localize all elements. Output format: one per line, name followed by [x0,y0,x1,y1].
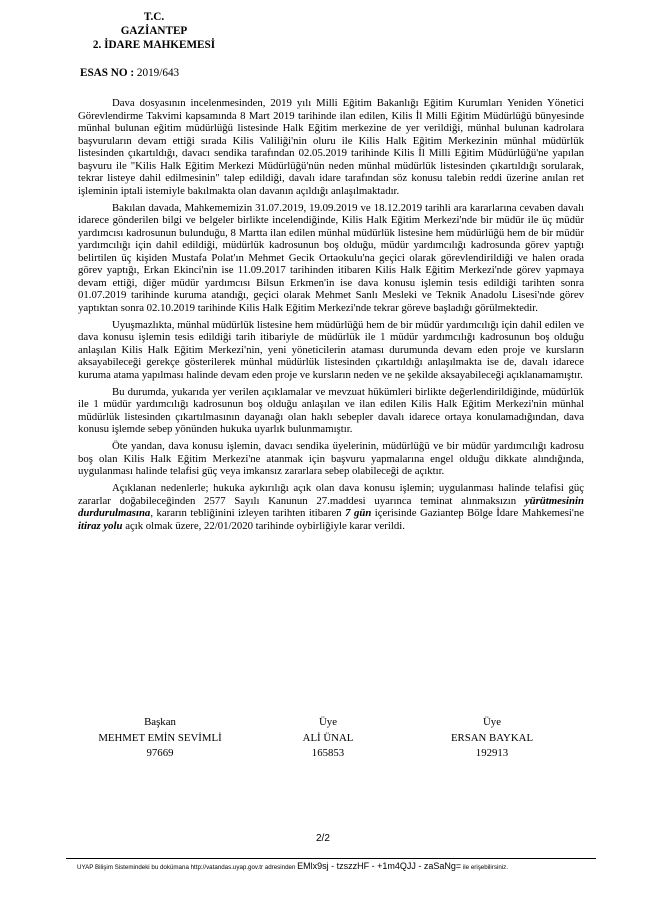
paragraph-text: Açıklanan nedenlerle; hukuka aykırılığı açık olan dava konusu işlemin; uygulanması halinde telafisi güç zararlar doğabileceğinden 2577 Sayılı Kanunun 27.maddesi uyarınca teminat alınmaksızın [78,482,584,507]
paragraph [78,386,584,436]
case-number [80,66,179,80]
signature-role: Üye [483,716,501,728]
court-header [84,10,224,53]
uyap-footer [77,861,597,871]
footer-divider [66,858,596,859]
header-city: GAZİANTEP [120,25,188,38]
paragraph [78,97,584,197]
case-number-label: ESAS NO : [80,67,135,79]
signature-number: 165853 [311,747,345,759]
header-court: 2. İDARE MAHKEMESİ [92,39,216,52]
signature-3 [412,715,572,762]
paragraph-text: Bakılan davada, Mahkememizin 31.07.2019, 19.09.2019 ve 18.12.2019 tarihli ara kararlarına cevaben davalı idarece gönderilen bilgi ve belgeler birlikte incelendiğinde, Kilis Halk Eğitim Merkezi'nde bir müdür ile üç müdür yardımcısı kadrosunun bulunduğu, 8 Martta ilan edilen münhal müdürlük listesine hem müdürlüğü hem de bir müdür yardımcılığı için dahil edildiği, müdürlük kadrosunun boş olduğu, müdür yardımcılığı kadrosunda görev yaptığı belirtilen üç kişiden Mustafa Polat'ın Mehmet Gecik Ortaokulu'na geçici olarak görevlendirildiği ve halen orada görev yaptığı, Erkan Ekinci'nin ise 11.09.2017 tarihinden itibaren Kilis Halk Eğitim Merkezi'nde görev yapmaya devam ettiği, diğer müdür yardımcısı Bilsun Erkmen'in ise dava konusu işlemin tesis edildiği tarihten sonra 01.07.2019 tarihinde kuruma atandığı, geçici olarak Mehmet Sanlı Mesleki ve Teknik Anadolu Lisesi'nde görev yaptıktan sonra 02.10.2019 tarihinde Kilis Halk Eğitim Merkezi'nde tekrar göreve başladığı görülmektedir. [78,201,584,314]
paragraph-text: Bu durumda, yukarıda yer verilen açıklamalar ve mevzuat hükümleri birlikte değerlendirildiğinde, müdürlük ile 1 müdür yardımcılığı kadrosunun boş olduğu anlaşılan ve ilan edilen Kilis Halk Eğitim Merkezi'nin münhal müdürlük listesinden çıkartılmasının dayanağı olan haklı sebepler davalı idarece ortaya konulamadığından, dava konusu işlemde sebep yönünden hukuka uyarlık bulunmamıştır. [78,385,584,435]
paragraph-text: Dava dosyasının incelenmesinden, 2019 yılı Milli Eğitim Bakanlığı Eğitim Kurumları Yeniden Yönetici Görevlendirme Takvimi kapsamında 8 Mart 2019 tarihinde ilan edilen, Kilis İl Milli Eğitim Müdürlüğü bünyesinde münhal bulunan eğitim müdürlüğü listesinde Halk Eğitim merkezine de yer verildiği, münhal bulunan kadrolara başvuruların devam ettiği sırada Kilis Valiliği'nin oluru ile Kilis Halk Eğitim Merkezinin münhal müdürlük listesinden çıkartıldığı, davacı sendika tarafından 02.05.2019 tarihinde Kilis İl Milli Eğitim Müdürlüğü'ne yapılan başvuru ile "Kilis Halk Eğitim Merkezi Müdürlüğü'nün neden münhal müdürlük listesinden çıkartıldığı sorularak, tekrar listeye dahil edilmesinin" talep edildiği, davalı idare tarafından söz konusu talebin reddi üzerine anılan ret işleminin iptali istemiyle bakılmakta olan davanın açıldığı anlaşılmaktadır. [78,97,584,197]
footer-suffix: ile erişebilirsiniz. [462,864,508,871]
case-number-value: 2019/643 [136,67,180,79]
paragraph [78,482,584,532]
signature-1 [80,715,240,762]
paragraph-text: Uyuşmazlıkta, münhal müdürlük listesine hem müdürlüğü hem de bir müdür yardımcılığı için dahil edilen ve dava konusu işlemin tesis edildiği tarih itibariyle de müdürlük ile 1 müdür yardımcılığı kadrosunun boş olduğu anlaşılan Kilis Halk Eğitim Merkezi'nin, yeni yöneticilerin ataması durumunda devam eden proje ve kursların aksayabileceği gerekçe gösterilerek münhal müdürlük listesinden çıkartıldığı anlaşılmakta ise de, davalı idarece kuruma atama yapılması halinde devam eden proje ve kursların neden ve ne şekilde aksayabileceği açıklanamamıştır. [78,318,584,381]
paragraph-text: , kararın tebliğinini izleyen tarihten itibaren [150,507,346,519]
signature-number: 97669 [146,747,174,759]
emphasis-text: 7 gün [345,507,372,519]
signature-name: ERSAN BAYKAL [450,731,534,744]
paragraph [78,440,584,478]
signature-number: 192913 [475,747,509,759]
signature-role: Üye [319,716,337,728]
signature-role: Başkan [144,716,176,728]
signature-name: ALİ ÜNAL [302,731,354,744]
decision-body [78,97,584,532]
signature-2 [248,715,408,762]
emphasis-text: itiraz yolu [78,519,123,532]
page-number: 2/2 [316,833,330,844]
footer-prefix: UYAP Bilişim Sistemindeki bu dokümana http://vatandas.uyap.gov.tr adresinden [77,864,296,871]
emphasis-text: yürütmesinin durdurulmasına [78,494,584,519]
paragraph-text: içerisinde Gaziantep Bölge İdare Mahkemesi'ne [371,507,584,519]
paragraph-text: Öte yandan, dava konusu işlemin, davacı sendika üyelerinin, müdürlüğü ve bir müdür yardımcılığı kadrosu boş olan Kilis Halk Eğitim Merkezi'ne atanmak için başvuru yapmalarına engel olduğu dikkate alındığında, uygulanması halinde telafisi güç veya imkansız zararlara sebep olabileceği de açıktır. [78,440,584,477]
signature-name: MEHMET EMİN SEVİMLİ [98,731,222,744]
paragraph [78,319,584,382]
header-tc: T.C. [143,11,165,23]
verification-code: EMlx9sj - tzszzHF - +1m4QJJ - zaSaNg= [297,861,462,871]
paragraph-text: açık olmak üzere, 22/01/2020 tarihinde oybirliğiyle karar verildi. [122,519,405,532]
paragraph [78,202,584,315]
